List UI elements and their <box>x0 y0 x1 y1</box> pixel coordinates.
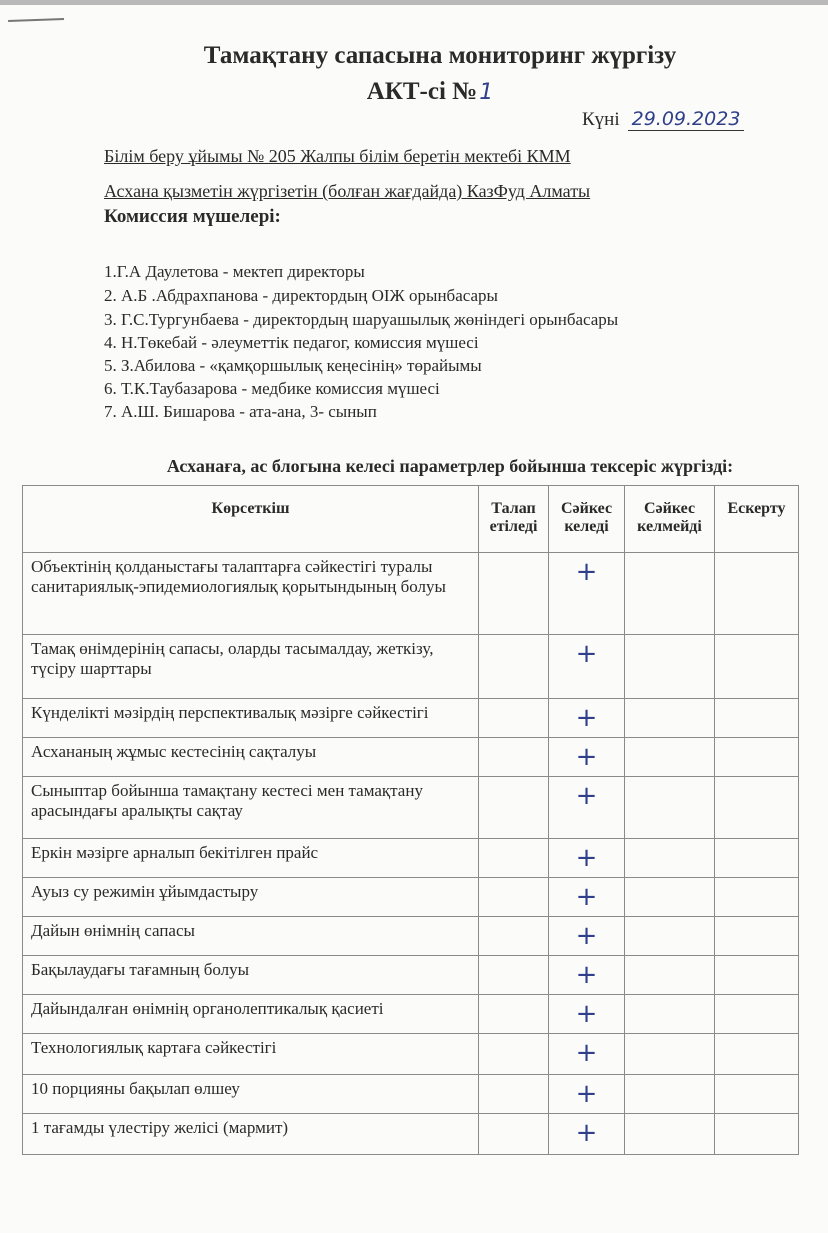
complies-cell <box>549 699 625 738</box>
table-row <box>23 635 799 699</box>
document-title: Тамақтану сапасына мониторинг жүргізу <box>203 42 677 69</box>
not-complies-cell <box>625 777 715 839</box>
date-value-handwritten: 29.09.2023 <box>628 108 745 131</box>
required-cell <box>479 839 549 878</box>
indicator-cell: Ауыз су режимін ұйымдастыру <box>23 878 479 917</box>
handwritten-plus-mark: + <box>575 921 598 951</box>
indicator-cell: Дайындалған өнімнің органолептикалық қасиеті <box>23 995 479 1034</box>
required-cell <box>479 956 549 995</box>
indicator-cell: Еркін мәзірге арналып бекітілген прайс <box>23 839 479 878</box>
complies-cell <box>549 738 625 777</box>
school-line: Білім беру ұйымы № 205 Жалпы білім беретін мектебі КММ <box>104 146 571 166</box>
handwritten-plus-mark: + <box>575 843 598 873</box>
table-row <box>23 553 799 635</box>
complies-cell <box>549 777 625 839</box>
table-row <box>23 699 799 738</box>
note-cell <box>715 917 799 956</box>
not-complies-cell <box>625 553 715 635</box>
note-cell <box>715 1075 799 1114</box>
required-cell <box>479 878 549 917</box>
complies-cell <box>549 1114 625 1155</box>
column-header-complies: Сәйкес келеді <box>549 486 625 553</box>
table-row <box>23 839 799 878</box>
note-cell <box>715 956 799 995</box>
required-cell <box>479 777 549 839</box>
complies-cell <box>549 635 625 699</box>
not-complies-cell <box>625 995 715 1034</box>
note-cell <box>715 995 799 1034</box>
note-cell <box>715 635 799 699</box>
required-cell <box>479 995 549 1034</box>
commission-member: 6. Т.К.Таубазарова - медбике комиссия мүшесі <box>104 379 440 398</box>
column-header-note: Ескерту <box>715 486 799 553</box>
date-label: Күні <box>582 109 620 130</box>
not-complies-cell <box>625 1034 715 1075</box>
commission-member: 7. А.Ш. Бишарова - ата-ана, 3- сынып <box>104 402 377 421</box>
required-cell <box>479 635 549 699</box>
note-cell <box>715 738 799 777</box>
table-row <box>23 1075 799 1114</box>
required-cell <box>479 917 549 956</box>
scan-top-edge <box>0 0 828 5</box>
table-row <box>23 995 799 1034</box>
not-complies-cell <box>625 956 715 995</box>
required-cell <box>479 1075 549 1114</box>
table-row <box>23 917 799 956</box>
not-complies-cell <box>625 699 715 738</box>
not-complies-cell <box>625 839 715 878</box>
table-row <box>23 956 799 995</box>
complies-cell <box>549 553 625 635</box>
column-header-indicator: Көрсеткіш <box>23 486 479 553</box>
handwritten-plus-mark: + <box>575 1079 598 1109</box>
note-cell <box>715 699 799 738</box>
commission-member: 5. З.Абилова - «қамқоршылық кеңесінің» төрайымы <box>104 356 482 375</box>
table-row <box>23 878 799 917</box>
indicator-cell: Бақылаудағы тағамның болуы <box>23 956 479 995</box>
required-cell <box>479 738 549 777</box>
complies-cell <box>549 995 625 1034</box>
indicator-cell: Технологиялық картаға сәйкестігі <box>23 1034 479 1075</box>
note-cell <box>715 1034 799 1075</box>
complies-cell <box>549 917 625 956</box>
table-row <box>23 1034 799 1075</box>
column-header-required: Талап етіледі <box>479 486 549 553</box>
not-complies-cell <box>625 1114 715 1155</box>
required-cell <box>479 1034 549 1075</box>
indicator-cell: Тамақ өнімдерінің сапасы, оларды тасымалдау, жеткізу, түсіру шарттары <box>23 635 479 699</box>
required-cell <box>479 1114 549 1155</box>
handwritten-plus-mark: + <box>575 960 598 990</box>
complies-cell <box>549 878 625 917</box>
indicator-cell: 10 порцияны бақылап өлшеу <box>23 1075 479 1114</box>
table-row <box>23 1114 799 1155</box>
required-cell <box>479 699 549 738</box>
note-cell <box>715 1114 799 1155</box>
handwritten-plus-mark: + <box>575 557 598 587</box>
checklist-title: Асханаға, ас блогына келесі параметрлер бойынша тексеріс жүргізді: <box>166 456 734 476</box>
note-cell <box>715 878 799 917</box>
not-complies-cell <box>625 1075 715 1114</box>
handwritten-plus-mark: + <box>575 999 598 1029</box>
indicator-cell: Асхананың жұмыс кестесінің сақталуы <box>23 738 479 777</box>
not-complies-cell <box>625 917 715 956</box>
date-field <box>582 108 744 131</box>
not-complies-cell <box>625 878 715 917</box>
table-row <box>23 738 799 777</box>
column-header-not-complies: Сәйкес келмейді <box>625 486 715 553</box>
handwritten-plus-mark: + <box>575 781 598 811</box>
table-row <box>23 777 799 839</box>
handwritten-plus-mark: + <box>575 1118 598 1148</box>
not-complies-cell <box>625 635 715 699</box>
indicator-cell: Күнделікті мәзірдің перспективалық мәзірге сәйкестігі <box>23 699 479 738</box>
complies-cell <box>549 1075 625 1114</box>
handwritten-plus-mark: + <box>575 639 598 669</box>
commission-member: 1.Г.А Даулетова - мектеп директоры <box>104 262 365 281</box>
note-cell <box>715 777 799 839</box>
canteen-line: Асхана қызметін жүргізетін (болған жағдайда) КазФуд Алматы <box>104 181 591 201</box>
complies-cell <box>549 1034 625 1075</box>
checklist-table <box>22 485 799 1155</box>
act-title <box>0 78 828 106</box>
complies-cell <box>549 839 625 878</box>
note-cell <box>715 553 799 635</box>
commission-member: 2. А.Б .Абдрахпанова - директордың ОІЖ орынбасары <box>104 286 498 305</box>
act-label: АКТ-сі № <box>366 78 478 105</box>
handwritten-plus-mark: + <box>575 742 598 772</box>
handwritten-plus-mark: + <box>575 1038 598 1068</box>
note-cell <box>715 839 799 878</box>
indicator-cell: 1 тағамды үлестіру желісі (мармит) <box>23 1114 479 1155</box>
commission-title: Комиссия мүшелері: <box>104 206 281 227</box>
pen-mark <box>8 15 64 22</box>
commission-member: 4. Н.Төкебай - әлеуметтік педагог, комиссия мүшесі <box>104 333 479 352</box>
handwritten-plus-mark: + <box>575 882 598 912</box>
indicator-cell: Объектінің қолданыстағы талаптарға сәйкестігі туралы санитариялық-эпидемиологиялық қорытындының болуы <box>23 553 479 635</box>
required-cell <box>479 553 549 635</box>
act-number-handwritten: 1 <box>479 80 494 105</box>
handwritten-plus-mark: + <box>575 703 598 733</box>
indicator-cell: Дайын өнімнің сапасы <box>23 917 479 956</box>
not-complies-cell <box>625 738 715 777</box>
commission-member: 3. Г.С.Тургунбаева - директордың шаруашылық жөніндегі орынбасары <box>104 310 619 329</box>
indicator-cell: Сыныптар бойынша тамақтану кестесі мен тамақтану арасындағы аралықты сақтау <box>23 777 479 839</box>
complies-cell <box>549 956 625 995</box>
table-header-row <box>23 486 799 553</box>
